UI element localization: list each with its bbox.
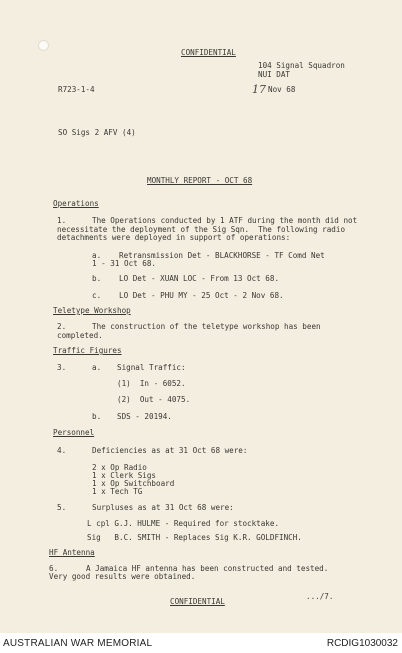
item-letter: c. [92, 291, 102, 300]
para-number: 5. [57, 503, 67, 512]
punch-hole [38, 40, 49, 51]
traffic-label: Signal Traffic: [117, 363, 186, 372]
item-text: LO Det - XUAN LOC - From 13 Oct 68. [119, 274, 280, 283]
para-number: 2. [57, 322, 67, 331]
report-title: MONTHLY REPORT - OCT 68 [147, 176, 253, 185]
para-line: detachments were deployed in support of operations: [57, 233, 291, 242]
classification-bottom: CONFIDENTIAL [170, 597, 225, 606]
addressee: SO Sigs 2 AFV (4) [58, 128, 136, 137]
para-number: 1. [57, 216, 67, 225]
unit-name: 104 Signal Squadron [258, 61, 345, 70]
item-letter: a. [92, 363, 102, 372]
para-line: Surpluses as at 31 Oct 68 were: [92, 503, 234, 512]
section-heading-personnel: Personnel [53, 428, 95, 437]
handwritten-day: 17 [252, 83, 266, 96]
list-item: Sig B.C. SMITH - Replaces Sig K.R. GOLDFINCH. [87, 533, 302, 542]
item-text: Retransmission Det - BLACKHORSE - TF Comd Net [119, 251, 325, 260]
para-line: A Jamaica HF antenna has been constructed and tested. [86, 564, 329, 573]
list-item: 2 x Op Radio [92, 463, 147, 472]
classification-top: CONFIDENTIAL [181, 48, 236, 57]
page-continuation: .../7. [306, 592, 334, 601]
archive-footer [0, 633, 402, 653]
para-number: 3. [57, 363, 67, 372]
traffic-sds: SDS - 20194. [117, 412, 172, 421]
section-heading-operations: Operations [53, 199, 99, 208]
traffic-in: (1) In - 6052. [117, 379, 186, 388]
para-line: completed. [57, 331, 103, 340]
unit-location: NUI DAT [258, 70, 291, 79]
para-line: Very good results were obtained. [49, 572, 196, 581]
item-text: LO Det - PHU MY - 25 Oct - 2 Nov 68. [119, 291, 284, 300]
section-heading-teletype: Teletype Workshop [53, 306, 131, 315]
reference-number: R723-1-4 [58, 85, 95, 94]
para-line: The construction of the teletype workshop has been [92, 322, 321, 331]
para-line: necessitate the deployment of the Sig Sqn. The following radio [57, 225, 346, 234]
archive-record-id: RCDIG1030032 [326, 638, 398, 649]
archive-name: AUSTRALIAN WAR MEMORIAL [3, 638, 153, 649]
document-date: Nov 68 [268, 85, 296, 94]
traffic-out: (2) Out - 4075. [117, 395, 191, 404]
section-heading-hf-antenna: HF Antenna [49, 548, 95, 557]
para-number: 4. [57, 446, 67, 455]
list-item: L cpl G.J. HULME - Required for stocktake. [87, 519, 280, 528]
section-heading-traffic: Traffic Figures [53, 346, 122, 355]
list-item: 1 x Tech TG [92, 487, 143, 496]
item-letter: a. [92, 251, 102, 260]
list-item: 1 x Op Switchboard [92, 479, 175, 488]
para-line: The Operations conducted by 1 ATF during the month did not [92, 216, 358, 225]
item-text-cont: 1 - 31 Oct 68. [92, 259, 157, 268]
list-item: 1 x Clerk Sigs [92, 471, 157, 480]
item-letter: b. [92, 412, 102, 421]
item-letter: b. [92, 274, 102, 283]
para-number: 6. [49, 564, 59, 573]
para-line: Deficiencies as at 31 Oct 68 were: [92, 446, 248, 455]
